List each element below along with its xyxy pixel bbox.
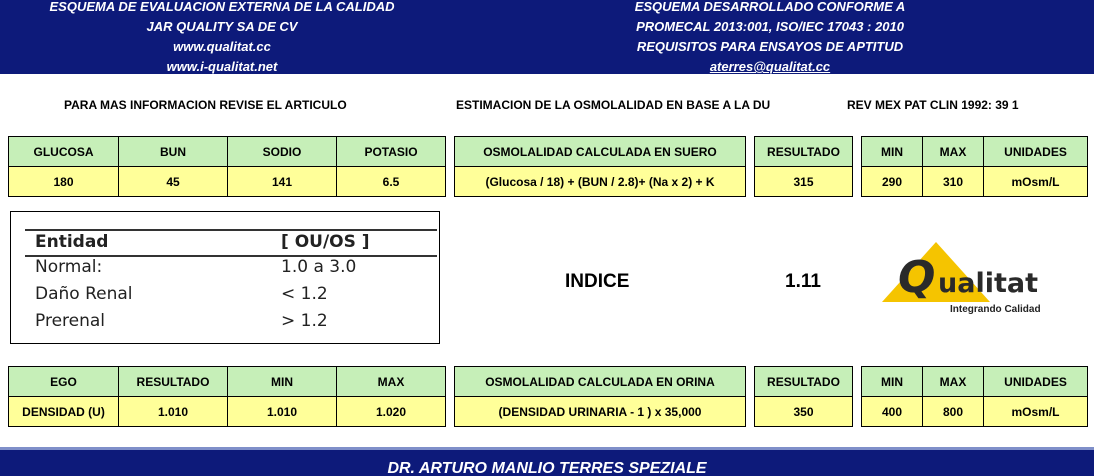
ouos-header: [ OU/OS ]	[281, 232, 370, 252]
serum-result-table	[754, 136, 853, 197]
urine-formula-cell: (DENSIDAD URINARIA - 1 ) x 35,000	[455, 397, 746, 427]
density-label-cell: DENSIDAD (U)	[9, 397, 119, 427]
author-name: DR. ARTURO MANLIO TERRES SPEZIALE	[387, 460, 707, 476]
logo-q-letter: Q	[898, 252, 936, 303]
urine-max-input-header: MAX	[337, 367, 446, 397]
entity-normal: Normal:	[35, 257, 103, 277]
density-min-cell: 1.010	[228, 397, 337, 427]
potasio-cell[interactable]: 6.5	[337, 167, 446, 197]
qualitat-logo	[878, 240, 1054, 318]
bun-header: BUN	[119, 137, 228, 167]
website-link-alt[interactable]: www.i-qualitat.net	[166, 59, 278, 74]
serum-max-cell: 310	[923, 167, 984, 197]
urine-range-table	[861, 366, 1088, 427]
reference-table-content	[25, 226, 437, 336]
urine-result-cell: 350	[755, 397, 853, 427]
serum-max-header: MAX	[923, 137, 984, 167]
urine-max-cell: 800	[923, 397, 984, 427]
density-max-cell: 1.020	[337, 397, 446, 427]
reference-note: REV MEX PAT CLIN 1992: 39 1	[847, 98, 1019, 112]
ego-header: EGO	[9, 367, 119, 397]
serum-min-cell: 290	[862, 167, 923, 197]
glucosa-cell[interactable]: 180	[9, 167, 119, 197]
entity-header: Entidad	[35, 232, 109, 252]
entity-dano-renal: Daño Renal	[35, 284, 133, 304]
serum-min-header: MIN	[862, 137, 923, 167]
header-banner	[0, 0, 1094, 74]
urine-min-cell: 400	[862, 397, 923, 427]
potasio-header: POTASIO	[337, 137, 446, 167]
estimation-note: ESTIMACION DE LA OSMOLALIDAD EN BASE A LA DU	[456, 98, 771, 112]
bun-cell[interactable]: 45	[119, 167, 228, 197]
indice-label: INDICE	[565, 271, 630, 292]
serum-result-header: RESULTADO	[755, 137, 853, 167]
info-note: PARA MAS INFORMACION REVISE EL ARTICULO	[64, 98, 347, 112]
header-right-line2: PROMECAL 2013:001, ISO/IEC 17043 : 2010	[636, 19, 904, 34]
urine-result-table	[754, 366, 853, 427]
urine-input-table	[8, 366, 446, 427]
serum-units-cell: mOsm/L	[984, 167, 1088, 197]
reference-table-image	[10, 211, 440, 344]
urine-max-header: MAX	[923, 367, 984, 397]
value-prerenal: > 1.2	[281, 311, 328, 331]
urine-resultado-header: RESULTADO	[119, 367, 228, 397]
footer-banner	[0, 447, 1094, 476]
header-left-line2: JAR QUALITY SA DE CV	[146, 19, 298, 34]
serum-units-header: UNIDADES	[984, 137, 1088, 167]
rule-top	[25, 229, 437, 231]
entity-prerenal: Prerenal	[35, 311, 106, 331]
sodio-cell[interactable]: 141	[228, 167, 337, 197]
urine-formula-table	[454, 366, 746, 427]
header-right-line1: ESQUEMA DESARROLLADO CONFORME A	[634, 0, 906, 14]
serum-input-table	[8, 136, 446, 197]
density-result-cell[interactable]: 1.010	[119, 397, 228, 427]
value-dano-renal: < 1.2	[281, 284, 328, 304]
urine-min-header: MIN	[862, 367, 923, 397]
header-right-line3: REQUISITOS PARA ENSAYOS DE APTITUD	[636, 39, 904, 54]
header-right	[600, 0, 940, 77]
serum-formula-table	[454, 136, 746, 197]
urine-formula-header: OSMOLALIDAD CALCULADA EN ORINA	[455, 367, 746, 397]
website-link[interactable]: www.qualitat.cc	[173, 39, 271, 54]
urine-min-input-header: MIN	[228, 367, 337, 397]
header-left	[0, 0, 444, 77]
header-left-line1: ESQUEMA DE EVALUACION EXTERNA DE LA CALIDAD	[49, 0, 395, 14]
glucosa-header: GLUCOSA	[9, 137, 119, 167]
logo-wordmark: ualitat	[938, 268, 1038, 299]
urine-result-header: RESULTADO	[755, 367, 853, 397]
serum-result-cell: 315	[755, 167, 853, 197]
email-link[interactable]: aterres@qualitat.cc	[709, 59, 831, 74]
sodio-header: SODIO	[228, 137, 337, 167]
serum-range-table	[861, 136, 1088, 197]
indice-value: 1.11	[785, 271, 821, 292]
serum-formula-cell: (Glucosa / 18) + (BUN / 2.8)+ (Na x 2) + K	[455, 167, 746, 197]
value-normal: 1.0 a 3.0	[281, 257, 357, 277]
serum-formula-header: OSMOLALIDAD CALCULADA EN SUERO	[455, 137, 746, 167]
urine-units-header: UNIDADES	[984, 367, 1088, 397]
urine-units-cell: mOsm/L	[984, 397, 1088, 427]
logo-tagline: Integrando Calidad	[950, 304, 1041, 315]
